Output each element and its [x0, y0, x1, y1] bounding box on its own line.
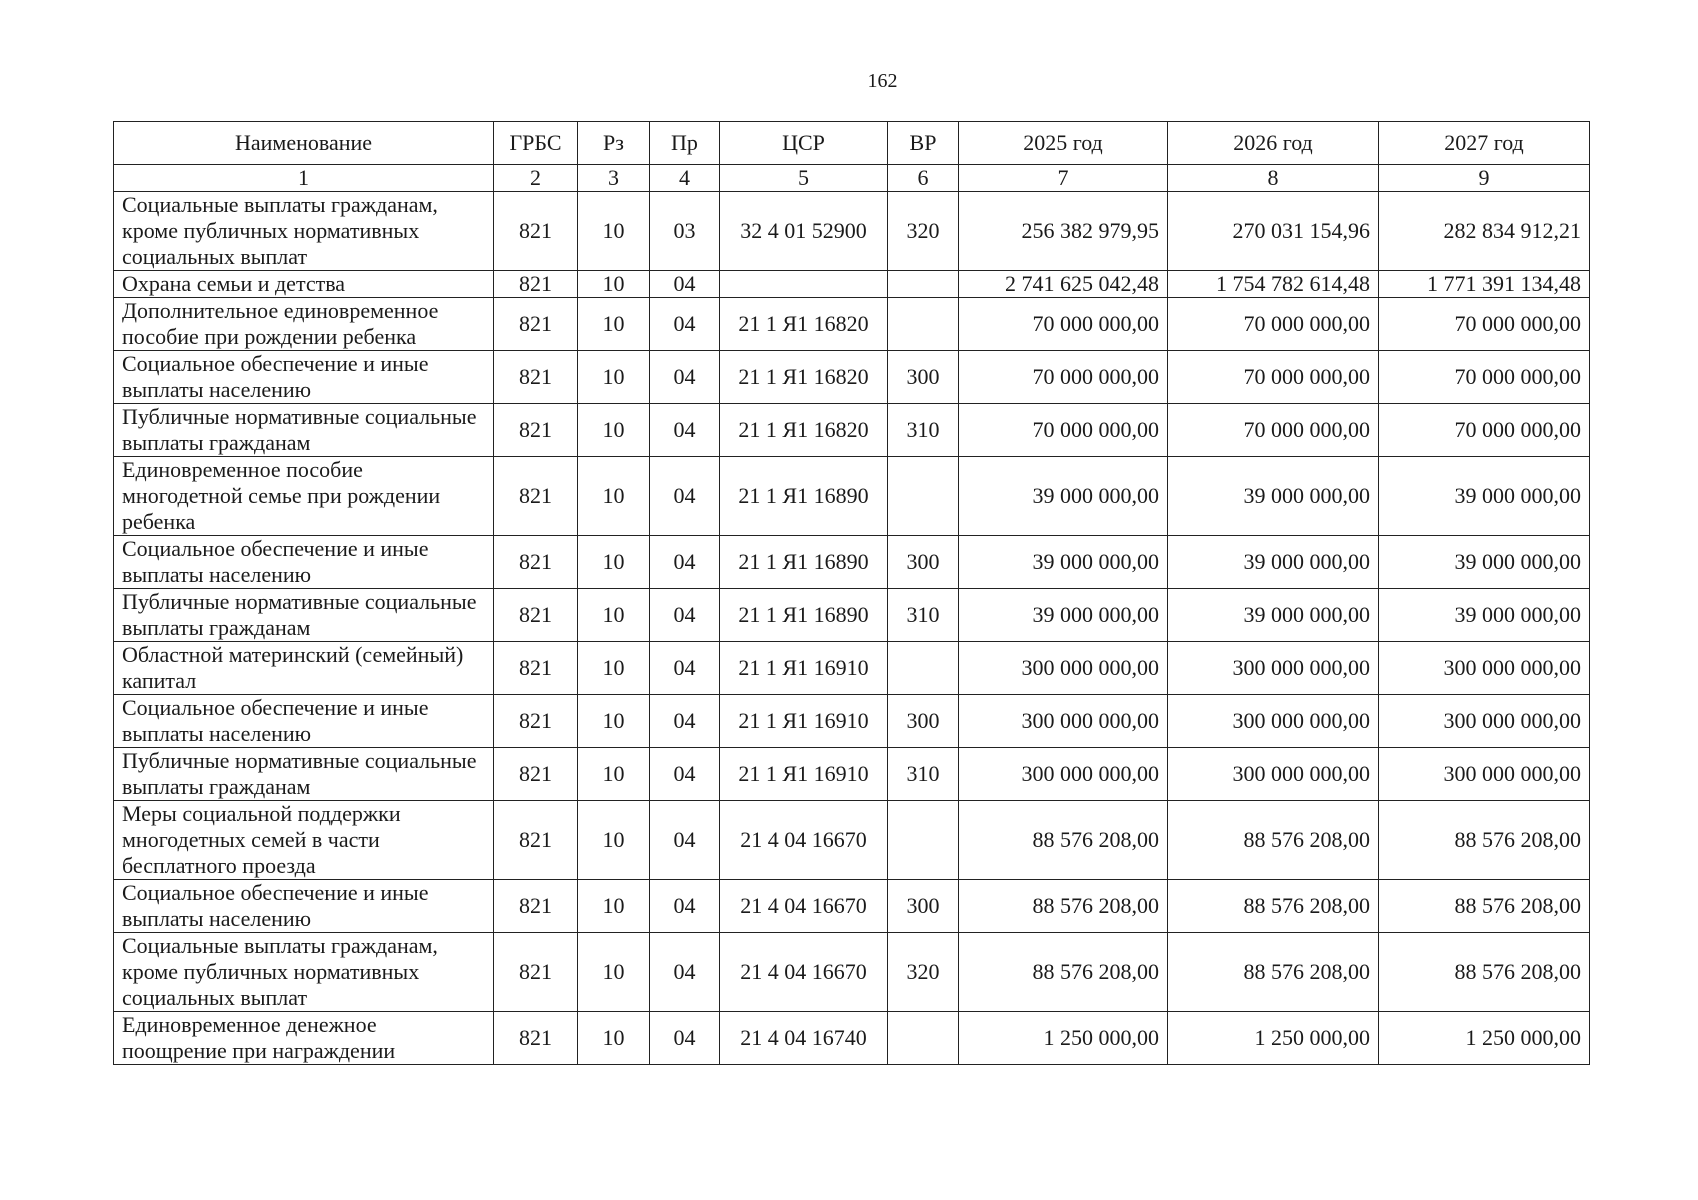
row-rz: 10	[578, 880, 650, 933]
row-pr: 04	[650, 589, 720, 642]
row-name: Единовременное денежное поощрение при награждении	[114, 1012, 494, 1065]
row-name: Социальные выплаты гражданам, кроме публичных нормативных социальных выплат	[114, 192, 494, 271]
budget-table	[113, 121, 1590, 1065]
row-vr	[888, 271, 959, 298]
row-csr: 21 1 Я1 16910	[720, 748, 888, 801]
row-grbs: 821	[494, 801, 578, 880]
row-csr: 21 1 Я1 16890	[720, 536, 888, 589]
row-2025: 39 000 000,00	[959, 457, 1168, 536]
row-csr: 21 1 Я1 16820	[720, 298, 888, 351]
row-grbs: 821	[494, 695, 578, 748]
row-name: Публичные нормативные социальные выплаты гражданам	[114, 404, 494, 457]
column-number: 8	[1168, 165, 1379, 192]
row-csr: 21 4 04 16740	[720, 1012, 888, 1065]
row-csr: 21 1 Я1 16890	[720, 589, 888, 642]
row-pr: 04	[650, 695, 720, 748]
row-rz: 10	[578, 298, 650, 351]
row-pr: 04	[650, 351, 720, 404]
column-number-row	[114, 165, 1590, 192]
row-grbs: 821	[494, 589, 578, 642]
row-csr	[720, 271, 888, 298]
row-rz: 10	[578, 589, 650, 642]
row-rz: 10	[578, 933, 650, 1012]
row-2025: 39 000 000,00	[959, 536, 1168, 589]
row-csr: 21 1 Я1 16820	[720, 351, 888, 404]
row-csr: 32 4 01 52900	[720, 192, 888, 271]
row-2027: 300 000 000,00	[1379, 642, 1590, 695]
row-grbs: 821	[494, 271, 578, 298]
row-2025: 70 000 000,00	[959, 404, 1168, 457]
table-row	[114, 536, 1590, 589]
header-2027: 2027 год	[1379, 122, 1590, 165]
table-row	[114, 192, 1590, 271]
row-name: Социальное обеспечение и иные выплаты населению	[114, 880, 494, 933]
header-row	[114, 122, 1590, 165]
row-name: Социальное обеспечение и иные выплаты населению	[114, 351, 494, 404]
column-number: 6	[888, 165, 959, 192]
row-vr	[888, 642, 959, 695]
row-2026: 300 000 000,00	[1168, 642, 1379, 695]
row-grbs: 821	[494, 933, 578, 1012]
row-2026: 39 000 000,00	[1168, 536, 1379, 589]
row-grbs: 821	[494, 748, 578, 801]
header-2026: 2026 год	[1168, 122, 1379, 165]
row-rz: 10	[578, 642, 650, 695]
row-pr: 04	[650, 801, 720, 880]
row-2026: 70 000 000,00	[1168, 298, 1379, 351]
row-rz: 10	[578, 457, 650, 536]
row-rz: 10	[578, 695, 650, 748]
row-name: Дополнительное единовременное пособие при рождении ребенка	[114, 298, 494, 351]
row-2026: 88 576 208,00	[1168, 880, 1379, 933]
row-rz: 10	[578, 404, 650, 457]
table-row	[114, 457, 1590, 536]
row-vr	[888, 801, 959, 880]
row-vr: 310	[888, 748, 959, 801]
row-name: Публичные нормативные социальные выплаты гражданам	[114, 589, 494, 642]
row-vr: 320	[888, 192, 959, 271]
column-number: 2	[494, 165, 578, 192]
row-pr: 04	[650, 933, 720, 1012]
row-2027: 70 000 000,00	[1379, 404, 1590, 457]
header-pr: Пр	[650, 122, 720, 165]
column-number: 3	[578, 165, 650, 192]
row-grbs: 821	[494, 880, 578, 933]
row-grbs: 821	[494, 536, 578, 589]
row-2027: 39 000 000,00	[1379, 536, 1590, 589]
row-2027: 88 576 208,00	[1379, 880, 1590, 933]
row-grbs: 821	[494, 457, 578, 536]
table-row	[114, 1012, 1590, 1065]
row-vr	[888, 298, 959, 351]
row-rz: 10	[578, 536, 650, 589]
row-2027: 88 576 208,00	[1379, 933, 1590, 1012]
row-csr: 21 1 Я1 16910	[720, 642, 888, 695]
row-vr: 320	[888, 933, 959, 1012]
row-2025: 70 000 000,00	[959, 298, 1168, 351]
row-2025: 300 000 000,00	[959, 695, 1168, 748]
row-name: Охрана семьи и детства	[114, 271, 494, 298]
table-row	[114, 642, 1590, 695]
column-number: 1	[114, 165, 494, 192]
row-vr: 310	[888, 589, 959, 642]
row-pr: 04	[650, 404, 720, 457]
row-pr: 04	[650, 298, 720, 351]
table-row	[114, 298, 1590, 351]
row-2025: 300 000 000,00	[959, 642, 1168, 695]
column-number: 7	[959, 165, 1168, 192]
row-name: Социальное обеспечение и иные выплаты населению	[114, 536, 494, 589]
row-2026: 300 000 000,00	[1168, 748, 1379, 801]
row-csr: 21 1 Я1 16820	[720, 404, 888, 457]
row-csr: 21 1 Я1 16910	[720, 695, 888, 748]
row-2026: 70 000 000,00	[1168, 351, 1379, 404]
header-csr: ЦСР	[720, 122, 888, 165]
header-2025: 2025 год	[959, 122, 1168, 165]
row-2026: 39 000 000,00	[1168, 589, 1379, 642]
table-row	[114, 880, 1590, 933]
row-vr: 310	[888, 404, 959, 457]
row-csr: 21 1 Я1 16890	[720, 457, 888, 536]
row-vr: 300	[888, 536, 959, 589]
row-2025: 88 576 208,00	[959, 933, 1168, 1012]
row-name: Социальное обеспечение и иные выплаты населению	[114, 695, 494, 748]
row-2025: 1 250 000,00	[959, 1012, 1168, 1065]
header-rz: Рз	[578, 122, 650, 165]
row-vr	[888, 1012, 959, 1065]
row-pr: 04	[650, 536, 720, 589]
row-pr: 04	[650, 1012, 720, 1065]
row-2026: 88 576 208,00	[1168, 801, 1379, 880]
row-2025: 88 576 208,00	[959, 801, 1168, 880]
header-vr: ВР	[888, 122, 959, 165]
row-vr: 300	[888, 695, 959, 748]
row-2025: 70 000 000,00	[959, 351, 1168, 404]
row-2027: 70 000 000,00	[1379, 298, 1590, 351]
row-grbs: 821	[494, 642, 578, 695]
row-rz: 10	[578, 192, 650, 271]
row-name: Публичные нормативные социальные выплаты гражданам	[114, 748, 494, 801]
row-pr: 04	[650, 748, 720, 801]
row-pr: 04	[650, 271, 720, 298]
table-row	[114, 271, 1590, 298]
header-name: Наименование	[114, 122, 494, 165]
page-number: 162	[867, 70, 898, 92]
row-pr: 04	[650, 457, 720, 536]
row-2026: 270 031 154,96	[1168, 192, 1379, 271]
row-2027: 39 000 000,00	[1379, 457, 1590, 536]
row-2027: 300 000 000,00	[1379, 748, 1590, 801]
row-2025: 39 000 000,00	[959, 589, 1168, 642]
row-grbs: 821	[494, 1012, 578, 1065]
row-2025: 256 382 979,95	[959, 192, 1168, 271]
table-row	[114, 351, 1590, 404]
row-2027: 282 834 912,21	[1379, 192, 1590, 271]
row-grbs: 821	[494, 404, 578, 457]
row-2025: 88 576 208,00	[959, 880, 1168, 933]
table-row	[114, 589, 1590, 642]
row-2027: 70 000 000,00	[1379, 351, 1590, 404]
column-number: 4	[650, 165, 720, 192]
row-2027: 39 000 000,00	[1379, 589, 1590, 642]
table-row	[114, 404, 1590, 457]
row-2026: 88 576 208,00	[1168, 933, 1379, 1012]
table-row	[114, 801, 1590, 880]
row-name: Единовременное пособие многодетной семье при рождении ребенка	[114, 457, 494, 536]
row-2027: 1 250 000,00	[1379, 1012, 1590, 1065]
row-2027: 300 000 000,00	[1379, 695, 1590, 748]
row-2026: 39 000 000,00	[1168, 457, 1379, 536]
row-grbs: 821	[494, 351, 578, 404]
header-grbs: ГРБС	[494, 122, 578, 165]
row-rz: 10	[578, 271, 650, 298]
row-2025: 300 000 000,00	[959, 748, 1168, 801]
row-name: Областной материнский (семейный) капитал	[114, 642, 494, 695]
row-vr	[888, 457, 959, 536]
row-2025: 2 741 625 042,48	[959, 271, 1168, 298]
row-rz: 10	[578, 1012, 650, 1065]
table-row	[114, 933, 1590, 1012]
row-csr: 21 4 04 16670	[720, 880, 888, 933]
row-csr: 21 4 04 16670	[720, 801, 888, 880]
row-rz: 10	[578, 801, 650, 880]
row-name: Социальные выплаты гражданам, кроме публичных нормативных социальных выплат	[114, 933, 494, 1012]
column-number: 9	[1379, 165, 1590, 192]
row-rz: 10	[578, 748, 650, 801]
row-pr: 04	[650, 642, 720, 695]
row-grbs: 821	[494, 298, 578, 351]
row-2027: 88 576 208,00	[1379, 801, 1590, 880]
row-2027: 1 771 391 134,48	[1379, 271, 1590, 298]
row-2026: 1 754 782 614,48	[1168, 271, 1379, 298]
row-name: Меры социальной поддержки многодетных семей в части бесплатного проезда	[114, 801, 494, 880]
row-csr: 21 4 04 16670	[720, 933, 888, 1012]
column-number: 5	[720, 165, 888, 192]
row-grbs: 821	[494, 192, 578, 271]
row-vr: 300	[888, 351, 959, 404]
row-2026: 70 000 000,00	[1168, 404, 1379, 457]
row-2026: 1 250 000,00	[1168, 1012, 1379, 1065]
table-row	[114, 748, 1590, 801]
row-rz: 10	[578, 351, 650, 404]
row-pr: 04	[650, 880, 720, 933]
row-vr: 300	[888, 880, 959, 933]
table-row	[114, 695, 1590, 748]
row-pr: 03	[650, 192, 720, 271]
row-2026: 300 000 000,00	[1168, 695, 1379, 748]
